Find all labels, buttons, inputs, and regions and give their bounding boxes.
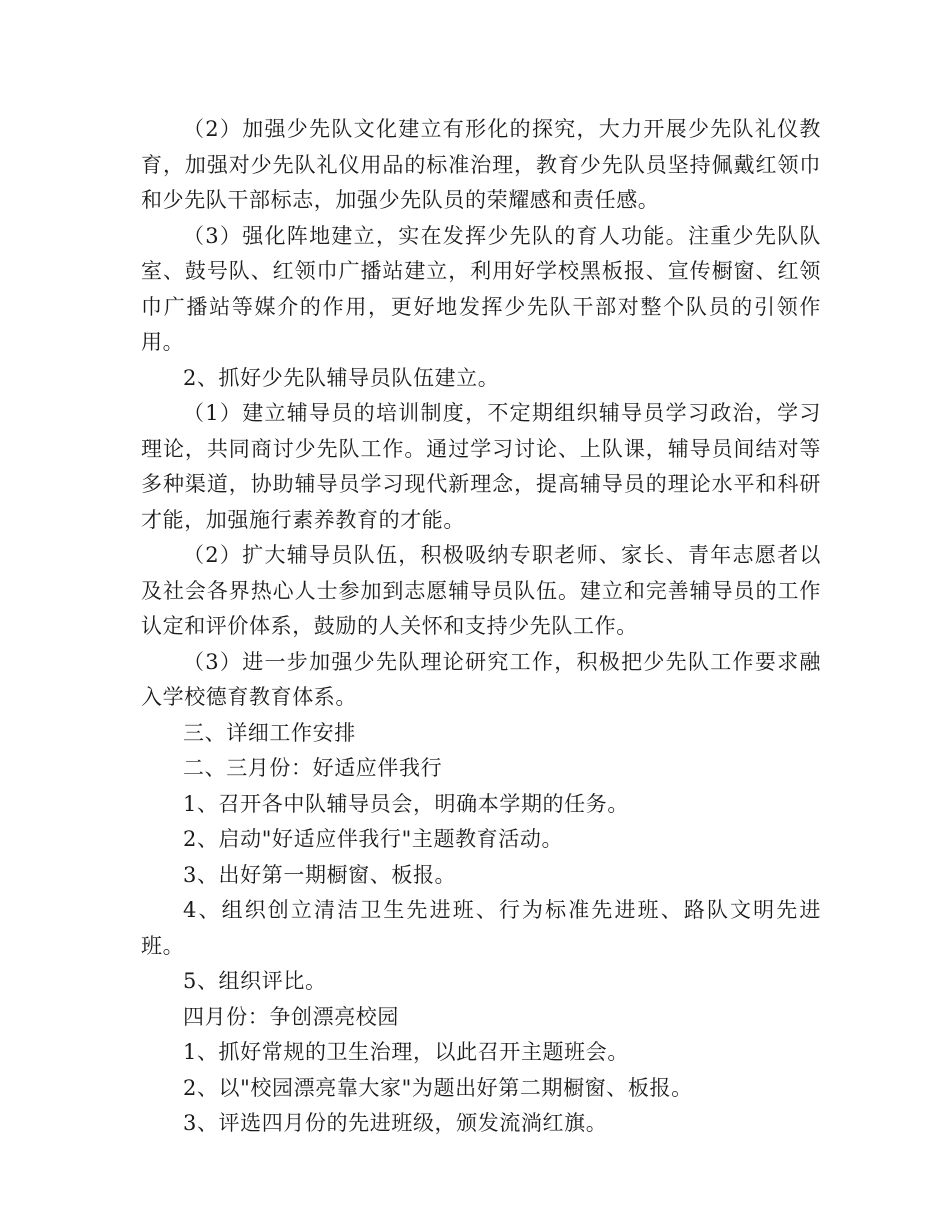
list-item: 2、以"校园漂亮靠大家"为题出好第二期橱窗、板报。 (183, 1075, 693, 1100)
section-heading: 二、三月份：好适应伴我行 (183, 756, 443, 780)
section-heading: 2、抓好少先队辅导员队伍建立。 (183, 365, 500, 390)
list-item: 1、召开各中队辅导员会，明确本学期的任务。 (183, 791, 629, 816)
paragraph: （2）加强少先队文化建立有形化的探究，大力开展少先队礼仪教育，加强对少先队礼仪用品的标准治理，教育少先队员坚持佩戴红领巾和少先队干部标志，加强少先队员的荣耀感和责任感。 (141, 117, 821, 212)
list-item: 2、启动"好适应伴我行"主题教育活动。 (183, 827, 564, 851)
section-heading: 三、详细工作安排 (183, 720, 356, 745)
paragraph: （3）进一步加强少先队理论研究工作，积极把少先队工作要求融入学校德育教育体系。 (141, 649, 821, 709)
list-item: 3、评选四月份的先进班级，颁发流淌红旗。 (183, 1111, 608, 1135)
paragraph: （1）建立辅导员的培训制度，不定期组织辅导员学习政治，学习理论，共同商讨少先队工作。通过学习讨论、上队课，辅导员间结对等多种渠道，协助辅导员学习现代新理念，提高辅导员的理论水平和科研才能，加强施行素养教育的才能。 (141, 401, 821, 532)
section-heading: 四月份：争创漂亮校园 (183, 1004, 399, 1029)
paragraph: （2）扩大辅导员队伍，积极吸纳专职老师、家长、青年志愿者以及社会各界热心人士参加到志愿辅导员队伍。建立和完善辅导员的工作认定和评价体系，鼓励的人关怀和支持少先队工作。 (141, 543, 821, 638)
list-item: 4、组织创立清洁卫生先进班、行为标准先进班、路队文明先进班。 (141, 898, 821, 958)
list-item: 5、组织评比。 (183, 969, 327, 993)
paragraph: （3）强化阵地建立，实在发挥少先队的育人功能。注重少先队队室、鼓号队、红领巾广播站建立，利用好学校黑板报、宣传橱窗、红领巾广播站等媒介的作用，更好地发挥少先队干部对整个队员的引领作用。 (141, 223, 821, 354)
list-item: 3、出好第一期橱窗、板报。 (183, 862, 457, 887)
list-item: 1、抓好常规的卫生治理，以此召开主题班会。 (183, 1040, 629, 1064)
document-body (141, 112, 821, 1142)
